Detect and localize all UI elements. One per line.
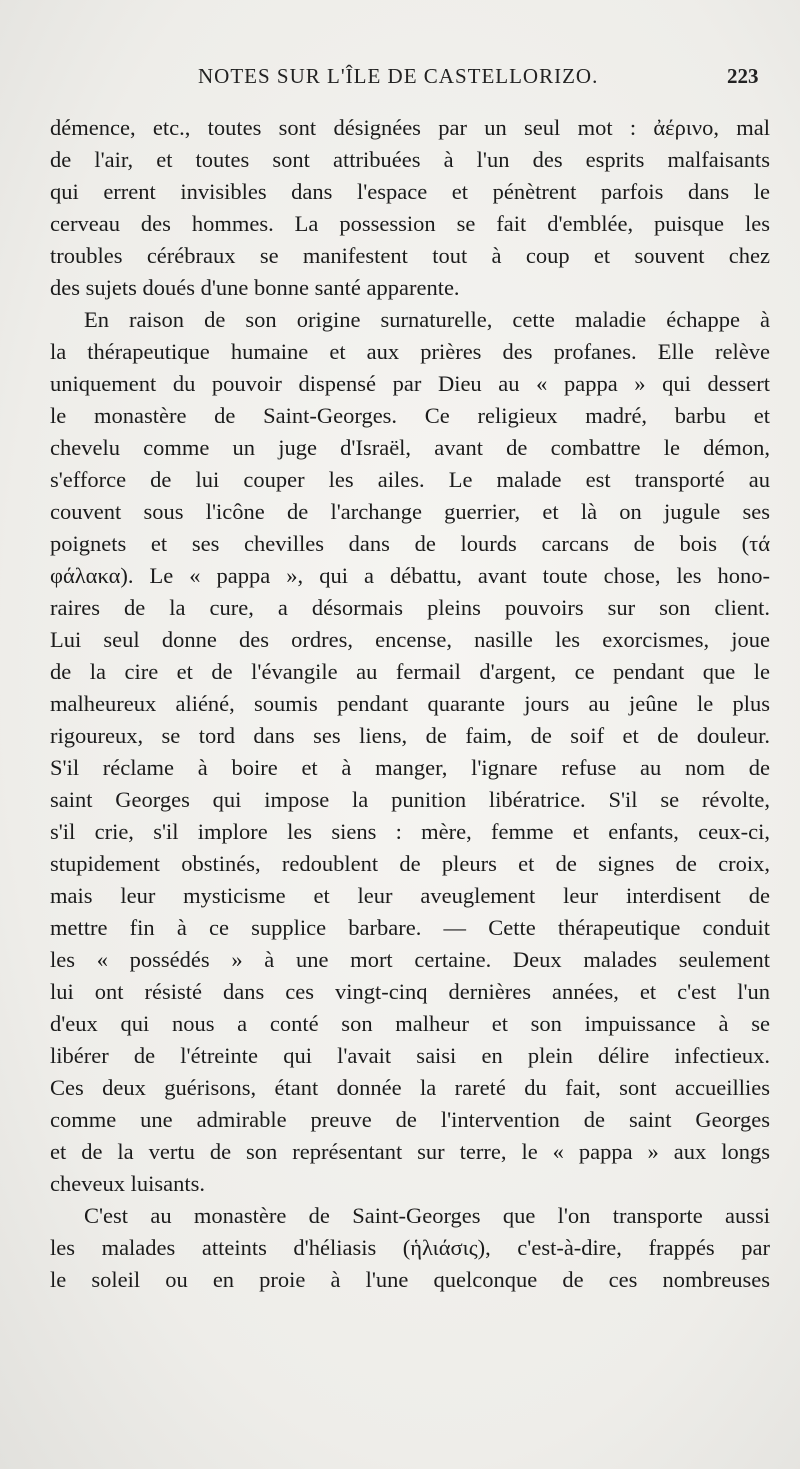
text-line: démence, etc., toutes sont désignées par un seul mot : ἀέρινο, mal	[50, 115, 770, 140]
text-line: En raison de son origine surnaturelle, cette maladie échappe à	[84, 307, 770, 332]
page-number: 223	[727, 64, 759, 88]
text-line: et de la vertu de son représentant sur terre, le « pappa » aux longs	[50, 1139, 770, 1164]
text-line: Ces deux guérisons, étant donnée la rareté du fait, sont accueillies	[50, 1075, 770, 1100]
text-line: s'efforce de lui couper les ailes. Le malade est transporté au	[50, 467, 770, 492]
text-line: le monastère de Saint-Georges. Ce religieux madré, barbu et	[50, 403, 770, 428]
text-line: comme une admirable preuve de l'intervention de saint Georges	[50, 1107, 770, 1132]
text-line: s'il crie, s'il implore les siens : mère, femme et enfants, ceux-ci,	[50, 819, 770, 844]
text-line: C'est au monastère de Saint-Georges que l'on transporte aussi	[84, 1203, 770, 1228]
text-line: rigoureux, se tord dans ses liens, de faim, de soif et de douleur.	[50, 723, 770, 748]
text-line: uniquement du pouvoir dispensé par Dieu au « pappa » qui dessert	[50, 371, 770, 396]
text-line: troubles cérébraux se manifestent tout à coup et souvent chez	[50, 243, 770, 268]
text-line: le soleil ou en proie à l'une quelconque de ces nombreuses	[50, 1267, 770, 1292]
text-line: lui ont résisté dans ces vingt-cinq dernières années, et c'est l'un	[50, 979, 770, 1004]
text-line: S'il réclame à boire et à manger, l'ignare refuse au nom de	[50, 755, 770, 780]
text-line: de l'air, et toutes sont attribuées à l'un des esprits malfaisants	[50, 147, 770, 172]
text-line: cerveau des hommes. La possession se fait d'emblée, puisque les	[50, 211, 770, 236]
text-line: qui errent invisibles dans l'espace et pénètrent parfois dans le	[50, 179, 770, 204]
text-line: les « possédés » à une mort certaine. Deux malades seulement	[50, 947, 770, 972]
body-text	[50, 112, 770, 1296]
text-line: malheureux aliéné, soumis pendant quarante jours au jeûne le plus	[50, 691, 770, 716]
text-line: cheveux luisants.	[50, 1171, 205, 1196]
text-line: les malades atteints d'héliasis (ἡλιάσις), c'est-à-dire, frappés par	[50, 1235, 770, 1260]
text-line: mais leur mysticisme et leur aveuglement leur interdisent de	[50, 883, 770, 908]
text-line: de la cire et de l'évangile au fermail d'argent, ce pendant que le	[50, 659, 770, 684]
text-line: couvent sous l'icône de l'archange guerrier, et là on jugule ses	[50, 499, 770, 524]
text-line: Lui seul donne des ordres, encense, nasille les exorcismes, joue	[50, 627, 770, 652]
text-line: d'eux qui nous a conté son malheur et son impuissance à se	[50, 1011, 770, 1036]
text-line: mettre fin à ce supplice barbare. — Cette thérapeutique conduit	[50, 915, 770, 940]
text-line: libérer de l'étreinte qui l'avait saisi en plein délire infectieux.	[50, 1043, 770, 1068]
text-line: des sujets doués d'une bonne santé apparente.	[50, 275, 460, 300]
text-line: stupidement obstinés, redoublent de pleurs et de signes de croix,	[50, 851, 770, 876]
page-header	[0, 64, 800, 94]
running-head: NOTES SUR L'ÎLE DE CASTELLORIZO.	[198, 64, 599, 88]
text-line: la thérapeutique humaine et aux prières des profanes. Elle relève	[50, 339, 770, 364]
text-line: saint Georges qui impose la punition libératrice. S'il se révolte,	[50, 787, 770, 812]
text-line: chevelu comme un juge d'Israël, avant de combattre le démon,	[50, 435, 770, 460]
text-line: φάλακα). Le « pappa », qui a débattu, avant toute chose, les hono-	[50, 563, 770, 588]
text-line: poignets et ses chevilles dans de lourds carcans de bois (τά	[50, 531, 770, 556]
text-line: raires de la cure, a désormais pleins pouvoirs sur son client.	[50, 595, 770, 620]
